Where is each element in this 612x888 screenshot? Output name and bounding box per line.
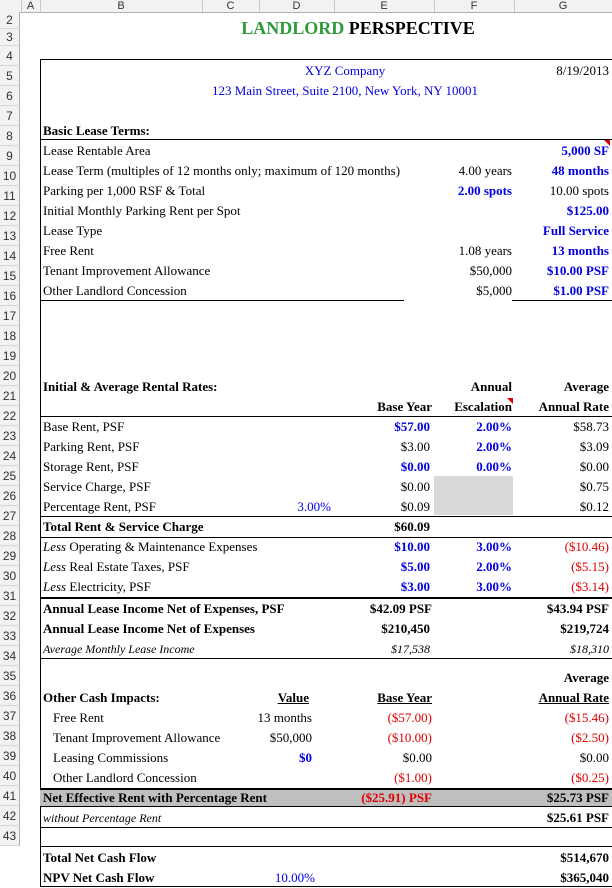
row-header[interactable]: 3 (0, 29, 20, 46)
other-impact-value: 13 months (257, 710, 312, 725)
col-annual: Annual (470, 379, 512, 394)
lease-term-calc: 4.00 years (404, 161, 512, 181)
title-perspective: PERSPECTIVE (344, 18, 475, 38)
report-date: 8/19/2013 (556, 63, 609, 78)
row-header[interactable]: 35 (0, 666, 20, 686)
row-header[interactable]: 2 (0, 12, 20, 29)
lease-term-input[interactable]: 13 months (551, 243, 609, 258)
row-header[interactable]: 19 (0, 346, 20, 366)
basic-terms-heading: Basic Lease Terms: (43, 123, 150, 138)
row-header[interactable]: 24 (0, 446, 20, 466)
lease-term-label: Lease Rentable Area (43, 143, 151, 158)
lease-term-label: Lease Type (43, 223, 103, 238)
other-impact-average: ($2.50) (571, 730, 609, 745)
total-rent-label: Total Rent & Service Charge (43, 519, 204, 534)
row-header[interactable]: 27 (0, 506, 20, 526)
rate-label: Storage Rent, PSF (43, 459, 139, 474)
row-header[interactable]: 23 (0, 426, 20, 446)
row-header[interactable]: 10 (0, 166, 20, 186)
page-title (202, 17, 514, 39)
ner2-average: $25.61 PSF (546, 810, 609, 825)
other-impact-base-year: ($57.00) (387, 710, 432, 725)
column-header[interactable]: F (434, 0, 515, 12)
rate-average: $58.73 (573, 419, 609, 434)
npv-rate[interactable]: 10.00% (274, 870, 315, 885)
monthly-label: Average Monthly Lease Income (43, 642, 195, 656)
row-header[interactable]: 5 (0, 66, 20, 86)
rate-escalation[interactable]: 0.00% (476, 459, 512, 474)
lease-term-input[interactable]: 48 months (551, 163, 609, 178)
col-average: Average (563, 379, 609, 394)
expense-escalation[interactable]: 3.00% (476, 579, 512, 594)
row-header[interactable]: 4 (0, 46, 20, 66)
column-header[interactable]: A (21, 0, 41, 12)
row-header[interactable]: 33 (0, 626, 20, 646)
row-header[interactable]: 21 (0, 386, 20, 406)
rate-label: Service Charge, PSF (43, 479, 151, 494)
rate-escalation[interactable]: 2.00% (476, 419, 512, 434)
expense-average: ($3.14) (571, 579, 609, 594)
lease-term-label: Tenant Improvement Allowance (43, 263, 211, 278)
lease-term-input: 10.00 spots (549, 183, 609, 198)
npv-value: $365,040 (560, 870, 609, 885)
column-header[interactable]: D (259, 0, 335, 12)
col-escalation: Escalation (454, 399, 512, 414)
other-col-average: Average (563, 670, 609, 685)
other-impact-label: Free Rent (53, 710, 104, 725)
select-all-corner[interactable] (0, 0, 22, 12)
less-word: Less (43, 579, 67, 594)
total-rent-value: $60.09 (394, 519, 430, 534)
rate-base-year[interactable]: $0.00 (400, 459, 430, 474)
row-header[interactable]: 22 (0, 406, 20, 426)
expense-average: ($10.46) (564, 539, 609, 554)
other-impact-label: Leasing Commissions (53, 750, 169, 765)
other-impact-average: ($0.25) (571, 770, 609, 785)
lease-term-label: Parking per 1,000 RSF & Total (43, 183, 206, 198)
other-impact-value[interactable]: $0 (299, 750, 312, 765)
other-impact-base-year: ($1.00) (394, 770, 432, 785)
company-name: XYZ Company (304, 63, 386, 78)
net-psf-label: Annual Lease Income Net of Expenses, PSF (43, 601, 285, 616)
row-header[interactable]: 16 (0, 286, 20, 306)
rate-average: $0.75 (579, 479, 609, 494)
other-impact-label: Tenant Improvement Allowance (53, 730, 221, 745)
expense-name: Real Estate Taxes, PSF (66, 559, 190, 574)
column-header-bar (0, 0, 612, 13)
row-header[interactable]: 9 (0, 146, 20, 166)
other-heading: Other Cash Impacts: (43, 690, 160, 705)
expense-escalation[interactable]: 3.00% (476, 539, 512, 554)
lease-term-label: Other Landlord Concession (43, 283, 187, 298)
comment-marker[interactable] (604, 140, 610, 146)
rate-average: $0.12 (579, 499, 609, 514)
row-header[interactable]: 36 (0, 686, 20, 706)
divider (40, 827, 612, 828)
row-header[interactable]: 15 (0, 266, 20, 286)
expense-name: Operating & Maintenance Expenses (66, 539, 258, 554)
rate-base-year[interactable]: $57.00 (394, 419, 430, 434)
row-header[interactable]: 25 (0, 466, 20, 486)
row-header[interactable]: 7 (0, 106, 20, 126)
row-header[interactable]: 28 (0, 526, 20, 546)
expense-name: Electricity, PSF (66, 579, 151, 594)
npv-label: NPV Net Cash Flow (43, 870, 155, 885)
row-header[interactable]: 37 (0, 706, 20, 726)
column-header[interactable]: E (334, 0, 435, 12)
column-header[interactable]: G (558, 0, 568, 12)
ner-base: ($25.91) PSF (361, 790, 432, 805)
rate-base-year: $0.09 (400, 499, 430, 514)
rate-escalation[interactable]: 2.00% (476, 439, 512, 454)
lease-term-input[interactable]: $1.00 PSF (553, 283, 609, 298)
other-impact-average: $0.00 (579, 750, 609, 765)
lease-term-calc[interactable]: 2.00 spots (404, 181, 512, 201)
lease-term-input[interactable]: Full Service (542, 223, 609, 238)
rate-base-year: $3.00 (400, 439, 430, 454)
net-label: Annual Lease Income Net of Expenses (43, 621, 255, 636)
rate-base-year: $0.00 (400, 479, 430, 494)
lease-term-input[interactable]: 5,000 SF (561, 143, 609, 158)
tncf-label: Total Net Cash Flow (43, 850, 157, 865)
ner-label: Net Effective Rent with Percentage Rent (43, 790, 267, 805)
column-header[interactable]: C (202, 0, 260, 12)
expense-base-year[interactable]: $5.00 (400, 559, 430, 574)
row-header[interactable]: 42 (0, 806, 20, 826)
row-header[interactable]: 30 (0, 566, 20, 586)
expense-escalation[interactable]: 2.00% (476, 559, 512, 574)
monthly-average: $18,310 (570, 642, 609, 656)
row-header[interactable]: 26 (0, 486, 20, 506)
row-header[interactable]: 6 (0, 86, 20, 106)
lease-term-calc: $50,000 (404, 261, 512, 281)
other-impact-base-year: $0.00 (402, 750, 432, 765)
tncf-value: $514,670 (560, 850, 609, 865)
lease-term-label: Initial Monthly Parking Rent per Spot (43, 203, 241, 218)
ner2-label: without Percentage Rent (43, 811, 162, 825)
lease-term-label: Free Rent (43, 243, 94, 258)
lease-term-input[interactable]: $10.00 PSF (546, 263, 609, 278)
rate-label: Parking Rent, PSF (43, 439, 140, 454)
other-col-base-year: Base Year (377, 690, 432, 705)
rate-average: $3.09 (579, 439, 609, 454)
lease-term-calc: $5,000 (404, 281, 512, 301)
row-header[interactable]: 40 (0, 766, 20, 786)
ner-average: $25.73 PSF (546, 790, 609, 805)
blank-escalation-cells (434, 476, 513, 515)
net-psf-base: $42.09 PSF (369, 601, 432, 616)
row-header[interactable]: 14 (0, 246, 20, 266)
other-impact-base-year: ($10.00) (387, 730, 432, 745)
expense-label (43, 577, 151, 597)
other-impact-average: ($15.46) (564, 710, 609, 725)
monthly-base: $17,538 (391, 642, 430, 656)
row-header[interactable]: 32 (0, 606, 20, 626)
other-impact-value: $50,000 (269, 730, 312, 745)
title-landlord: LANDLORD (241, 18, 345, 38)
row-header[interactable]: 13 (0, 226, 20, 246)
other-col-annual-rate: Annual Rate (538, 690, 609, 705)
net-psf-average: $43.94 PSF (546, 601, 609, 616)
row-header[interactable]: 20 (0, 366, 20, 386)
net-base: $210,450 (381, 621, 430, 636)
row-header[interactable]: 41 (0, 786, 20, 806)
other-impact-label: Other Landlord Concession (53, 770, 197, 785)
row-header[interactable]: 12 (0, 206, 20, 226)
rate-label: Base Rent, PSF (43, 419, 125, 434)
row-header[interactable]: 17 (0, 306, 20, 326)
row-header[interactable]: 31 (0, 586, 20, 606)
other-col-value: Value (277, 690, 309, 705)
less-word: Less (43, 539, 67, 554)
expense-label (43, 537, 257, 557)
company-address: 123 Main Street, Suite 2100, New York, NY 10001 (211, 83, 478, 98)
percentage-rent-rate[interactable]: 3.00% (297, 499, 331, 514)
row-header[interactable]: 38 (0, 726, 20, 746)
col-annual-rate: Annual Rate (538, 399, 609, 414)
row-header[interactable]: 8 (0, 126, 20, 146)
comment-marker[interactable] (507, 398, 513, 404)
expense-base-year[interactable]: $10.00 (394, 539, 430, 554)
less-word: Less (43, 559, 67, 574)
lease-term-label: Lease Term (multiples of 12 months only; maximum of 120 months) (43, 163, 401, 178)
expense-average: ($5.15) (571, 559, 609, 574)
row-header[interactable]: 29 (0, 546, 20, 566)
row-header[interactable]: 43 (0, 826, 20, 846)
row-header[interactable]: 11 (0, 186, 20, 206)
expense-label (43, 557, 190, 577)
row-header[interactable]: 34 (0, 646, 20, 666)
row-header[interactable]: 39 (0, 746, 20, 766)
divider (40, 846, 612, 847)
net-average: $219,724 (560, 621, 609, 636)
rate-average: $0.00 (579, 459, 609, 474)
lease-term-calc: 1.08 years (404, 241, 512, 261)
rates-heading: Initial & Average Rental Rates: (43, 379, 218, 394)
lease-term-input[interactable]: $125.00 (566, 203, 609, 218)
expense-base-year[interactable]: $3.00 (400, 579, 430, 594)
column-header[interactable]: B (40, 0, 203, 12)
col-base-year: Base Year (377, 399, 432, 414)
row-header[interactable]: 18 (0, 326, 20, 346)
rate-label: Percentage Rent, PSF (43, 499, 157, 514)
